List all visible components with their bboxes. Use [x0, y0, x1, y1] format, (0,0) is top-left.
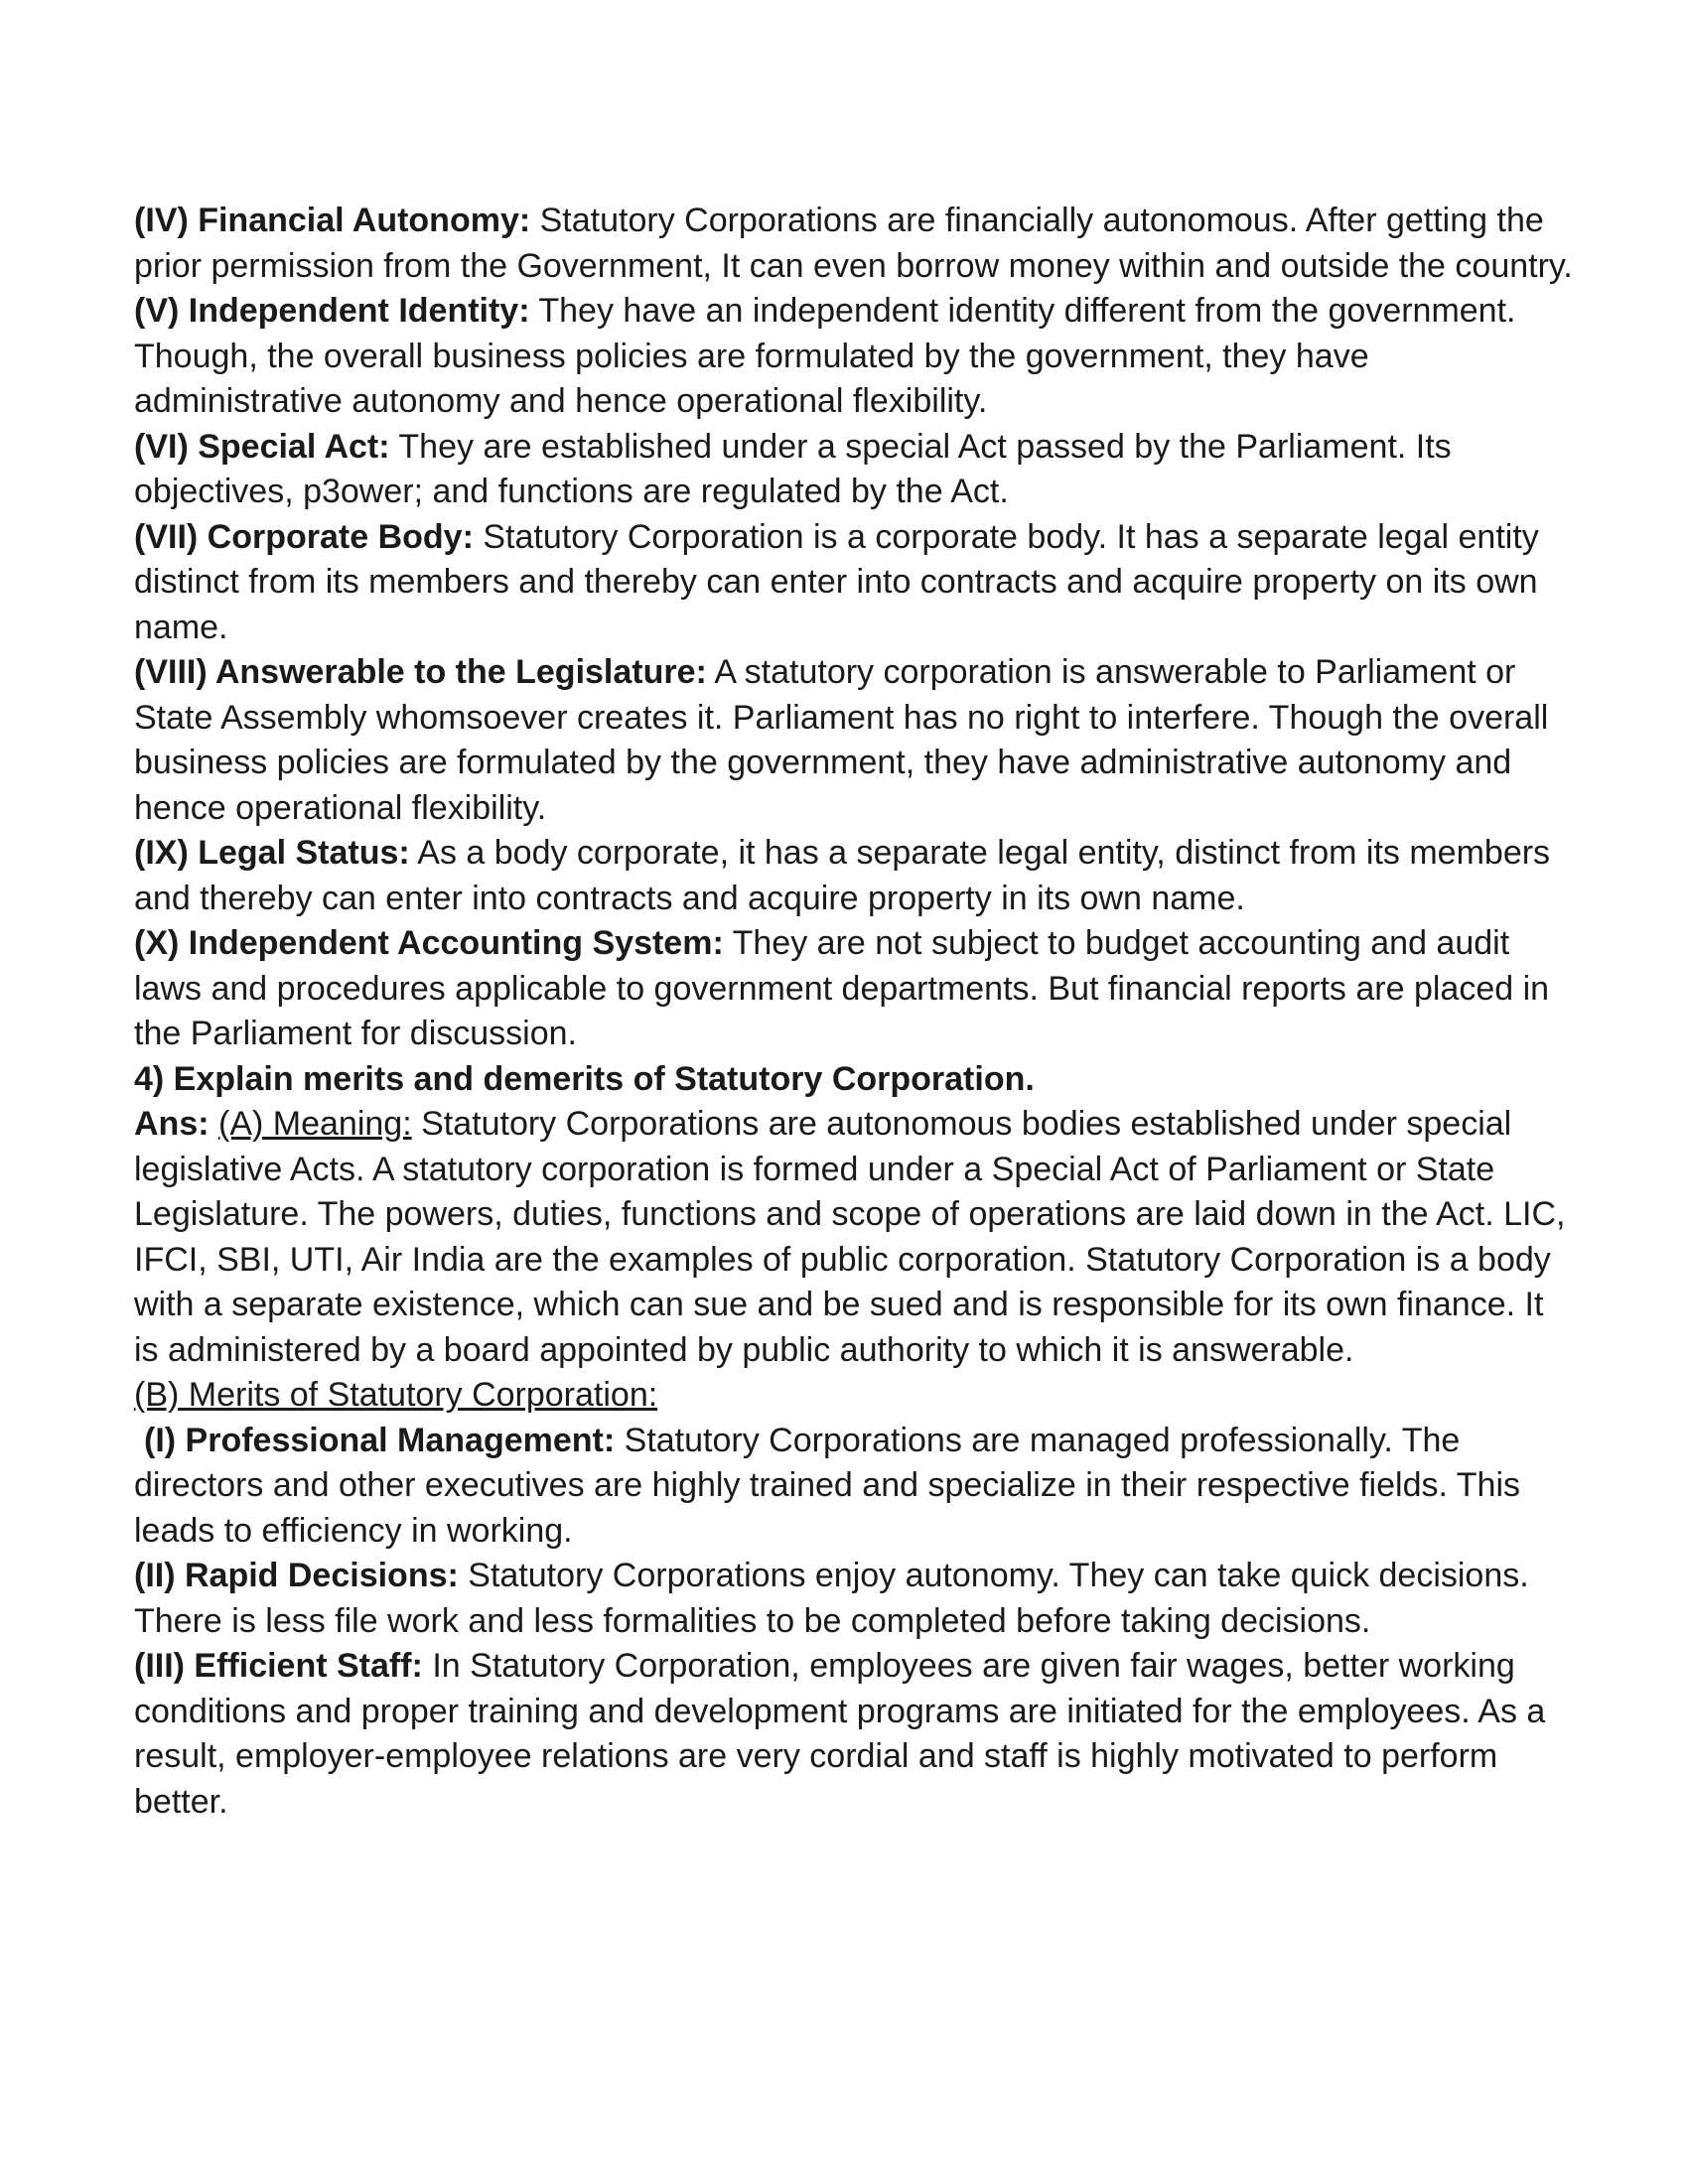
- feature-heading: (VII) Corporate Body:: [134, 517, 474, 556]
- feature-heading: (X) Independent Accounting System:: [134, 924, 724, 962]
- merit-heading: (II) Rapid Decisions:: [134, 1557, 459, 1594]
- merits-heading: (B) Merits of Statutory Corporation:: [134, 1376, 658, 1414]
- feature-text: Statutory Corporations are financially autonomous. After getting the prior permission from the Government, It can even borrow money within and outside the country.: [134, 202, 1573, 285]
- feature-text: They are established under a special Act passed by the Parliament. Its objectives, p3ower; and functions are regulated by the Act.: [134, 427, 1452, 510]
- merit-heading: (III) Efficient Staff:: [134, 1647, 423, 1685]
- feature-heading: (IV) Financial Autonomy:: [134, 202, 531, 239]
- feature-heading: (VIII) Answerable to the Legislature:: [134, 653, 707, 691]
- feature-text: As a body corporate, it has a separate legal entity, distinct from its members and thereby can enter into contracts and acquire property in its own name.: [134, 834, 1551, 917]
- merit-text: Statutory Corporations are managed professionally. The directors and other executives are highly trained and specialize in their respective fields. This leads to efficiency in working.: [134, 1421, 1520, 1550]
- feature-text: Statutory Corporation is a corporate body. It has a separate legal entity distinct from its members and thereby can enter into contracts and acquire property on its own name.: [134, 517, 1539, 646]
- question-heading: 4) Explain merits and demerits of Statutory Corporation.: [134, 1059, 1035, 1098]
- merit-rapid-decisions: [134, 1554, 1574, 1644]
- feature-independent-identity: [134, 289, 1574, 425]
- feature-corporate-body: [134, 515, 1574, 651]
- answer-meaning: [134, 1102, 1574, 1373]
- feature-special-act: [134, 425, 1574, 515]
- meaning-text: Statutory Corporations are autonomous bodies established under special legislative Acts. A statutory corporation is formed under a Special Act of Parliament or State Legislature. The powers, duties, functions and scope of operations are laid down in the Act. LIC, IFCI, SBI, UTI, Air India are the examples of public corporation. Statutory Corporation is a body with a separate existence, which can sue and be sued and is responsible for its own finance. It is administered by a board appointed by public authority to which it is answerable.: [134, 1105, 1566, 1369]
- merit-heading: (I) Professional Management:: [144, 1421, 616, 1459]
- feature-independent-accounting: [134, 921, 1574, 1057]
- feature-text: A statutory corporation is answerable to Parliament or State Assembly whomsoever creates it. Parliament has no right to interfere. Though the overall business policies are formulated by the government, they have administrative autonomy and hence operational flexibility.: [134, 653, 1549, 827]
- answer-label: Ans:: [134, 1105, 210, 1143]
- merit-efficient-staff: [134, 1644, 1574, 1825]
- merit-text: In Statutory Corporation, employees are given fair wages, better working conditions and proper training and development programs are initiated for the employees. As a result, employer-employee relations are very cordial and staff is highly motivated to perform better.: [134, 1647, 1546, 1821]
- merits-heading-row: [134, 1373, 1574, 1419]
- document-page: [134, 199, 1574, 1825]
- feature-answerable-legislature: [134, 650, 1574, 831]
- meaning-label: (A) Meaning:: [218, 1105, 412, 1143]
- feature-legal-status: [134, 831, 1574, 921]
- merit-professional-management: [134, 1419, 1574, 1555]
- feature-heading: (VI) Special Act:: [134, 427, 390, 466]
- feature-text: They have an independent identity different from the government. Though, the overall business policies are formulated by the government, they have administrative autonomy and hence operational flexibility.: [134, 292, 1516, 420]
- merit-text: Statutory Corporations enjoy autonomy. They can take quick decisions. There is less file work and less formalities to be completed before taking decisions.: [134, 1557, 1529, 1640]
- feature-heading: (IX) Legal Status:: [134, 834, 410, 872]
- feature-financial-autonomy: [134, 199, 1574, 289]
- feature-heading: (V) Independent Identity:: [134, 292, 530, 330]
- feature-text: They are not subject to budget accounting and audit laws and procedures applicable to government departments. But financial reports are placed in the Parliament for discussion.: [134, 924, 1550, 1052]
